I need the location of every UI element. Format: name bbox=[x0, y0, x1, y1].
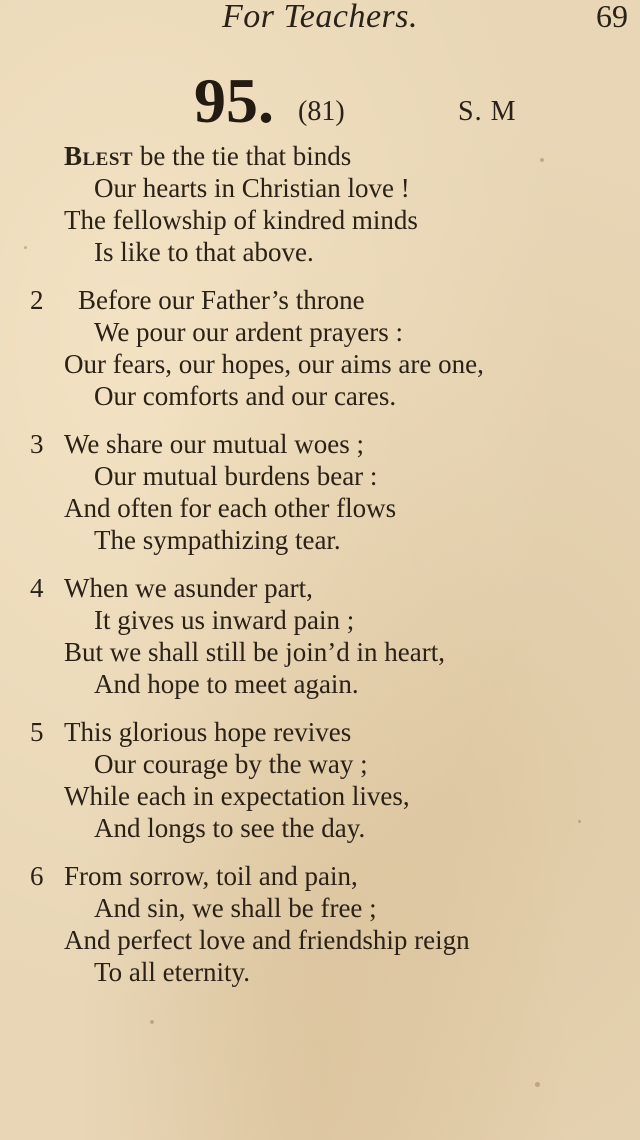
stanza-line: Is like to that above. bbox=[94, 237, 314, 267]
running-head: For Teachers. bbox=[222, 0, 419, 35]
hymn-number: 95. bbox=[194, 65, 274, 136]
stanza-line bbox=[0, 860, 640, 892]
verse-number: 5 bbox=[30, 717, 44, 747]
hymn-header bbox=[0, 66, 640, 136]
stanza-5 bbox=[0, 716, 640, 844]
stanza-line: And perfect love and friendship reign bbox=[64, 925, 470, 955]
stanza-line: The fellowship of kindred minds bbox=[64, 205, 418, 235]
stanzas bbox=[0, 140, 640, 1004]
stanza-line: And sin, we shall be free ; bbox=[94, 893, 377, 923]
stanza-3 bbox=[0, 428, 640, 556]
verse-number: 4 bbox=[30, 573, 44, 603]
line-text: We share our mutual woes ; bbox=[64, 429, 364, 459]
paper-speck bbox=[578, 820, 581, 823]
stanza-line: And longs to see the day. bbox=[94, 813, 366, 843]
stanza-line: But we shall still be join’d in heart, bbox=[64, 637, 445, 667]
hymn-meter: S. M bbox=[458, 96, 517, 127]
stanza-line: While each in expectation lives, bbox=[64, 781, 410, 811]
stanza-line: Our hearts in Christian love ! bbox=[94, 173, 410, 203]
stanza-line: Our mutual burdens bear : bbox=[94, 461, 378, 491]
line-text: Before our Father’s throne bbox=[78, 285, 365, 315]
stanza-line bbox=[0, 284, 640, 316]
line-text: When we asunder part, bbox=[64, 573, 313, 603]
stanza-line: To all eternity. bbox=[94, 957, 251, 987]
stanza-line: The sympathizing tear. bbox=[94, 525, 341, 555]
line-text: From sorrow, toil and pain, bbox=[64, 861, 358, 891]
stanza-line bbox=[0, 428, 640, 460]
first-word: Blest bbox=[64, 141, 134, 171]
paper-speck bbox=[540, 158, 544, 162]
stanza-6 bbox=[0, 860, 640, 988]
verse-number: 3 bbox=[30, 429, 44, 459]
verse-number: 6 bbox=[30, 861, 44, 891]
stanza-2 bbox=[0, 284, 640, 412]
stanza-line: And hope to meet again. bbox=[94, 669, 359, 699]
line-text: be the tie that binds bbox=[139, 141, 352, 171]
stanza-line: Our fears, our hopes, our aims are one, bbox=[64, 349, 484, 379]
hymn-reference: (81) bbox=[298, 96, 345, 127]
stanza-line: We pour our ardent prayers : bbox=[94, 317, 403, 347]
stanza-line bbox=[0, 716, 640, 748]
page-number: 69 bbox=[596, 0, 628, 34]
paper-speck bbox=[535, 1082, 540, 1087]
stanza-1 bbox=[0, 140, 640, 268]
stanza-line: It gives us inward pain ; bbox=[94, 605, 355, 635]
stanza-line: Our comforts and our cares. bbox=[94, 381, 397, 411]
stanza-4 bbox=[0, 572, 640, 700]
verse-number: 2 bbox=[30, 285, 44, 315]
stanza-line bbox=[0, 140, 640, 172]
stanza-line: And often for each other flows bbox=[64, 493, 397, 523]
stanza-line bbox=[0, 572, 640, 604]
line-text: This glorious hope revives bbox=[64, 717, 352, 747]
paper-speck bbox=[150, 1020, 154, 1024]
stanza-line: Our courage by the way ; bbox=[94, 749, 368, 779]
paper-speck bbox=[24, 246, 27, 249]
